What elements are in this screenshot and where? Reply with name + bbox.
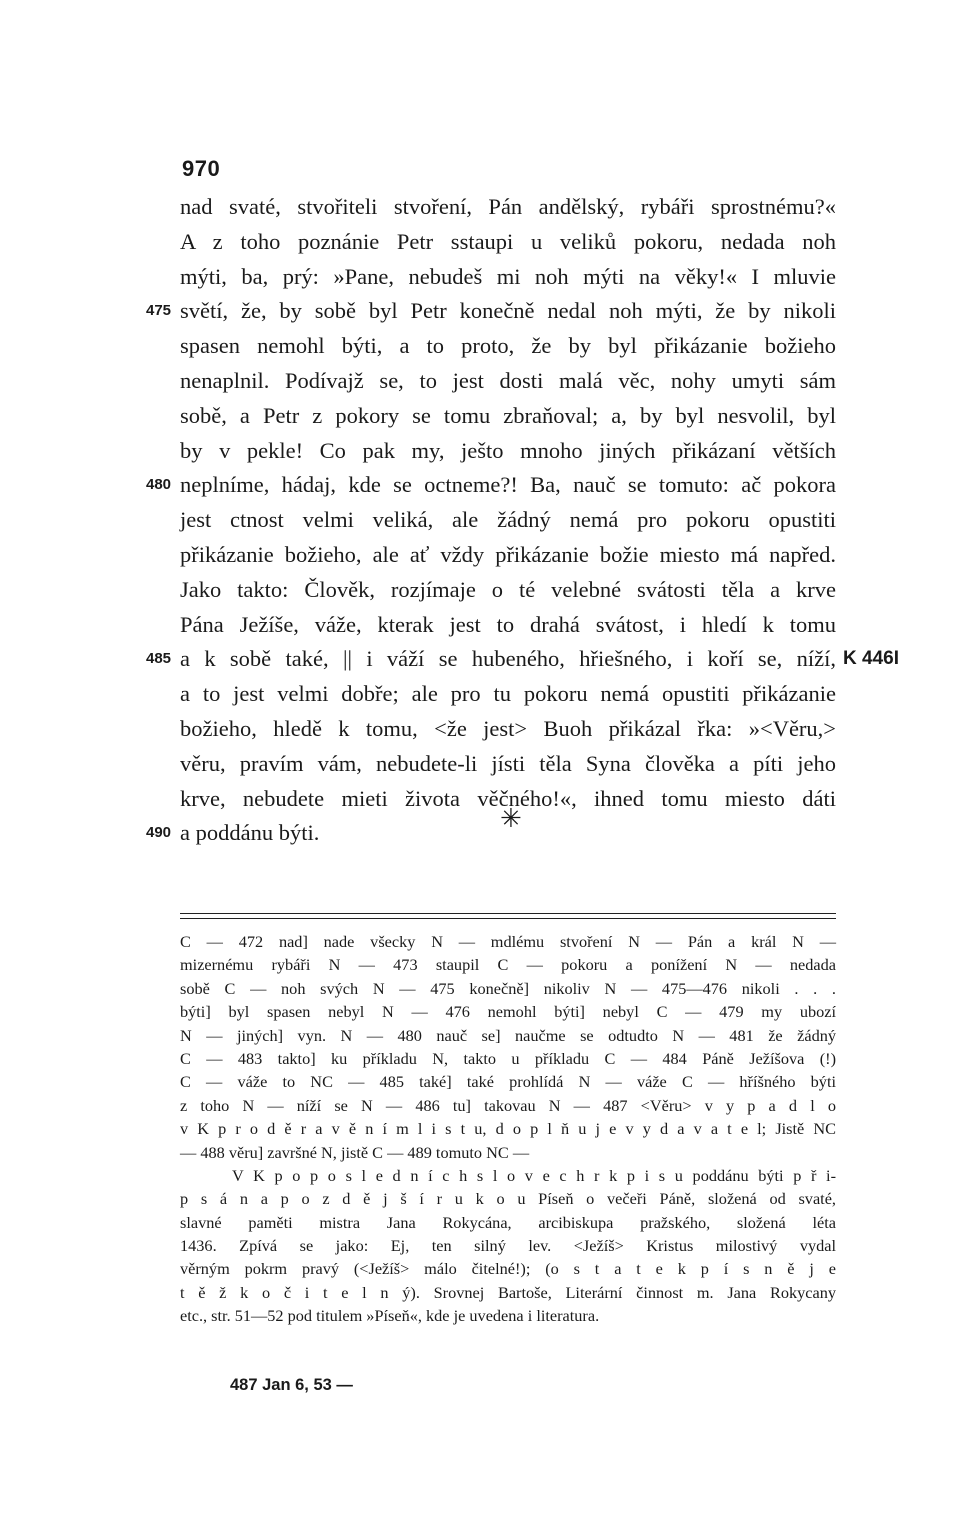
note-line: p s á n a p o z d ě j š í r u k o u Píseň o večeři Páně, složená od svaté, <box>180 1189 836 1209</box>
section-ornament: ✳ <box>500 804 522 834</box>
text-line <box>0 294 960 329</box>
line-number: 485 <box>146 650 172 668</box>
line-text: sobě, a Petr z pokory se tomu zbraňoval; a, by byl nesvolil, byl <box>180 402 836 428</box>
line-text: jest ctnost velmi veliká, ale žádný nemá pro pokoru opustiti <box>180 507 836 533</box>
text-line <box>0 190 960 225</box>
note-line: — 488 věru] završné N, jistě C — 489 tomuto NC — <box>180 1142 530 1162</box>
note-line: N — jiných] vyn. N — 480 nauč se] naučme se odtudto N — 481 že žádný <box>180 1025 836 1045</box>
line-text: by v pekle! Co pak my, ješto mnoho jiných přikázaní větších <box>180 437 836 463</box>
text-line <box>0 573 960 608</box>
line-text: neplníme, hádaj, kde se octneme?! Ba, nauč se tomuto: ač pokora <box>180 472 836 498</box>
catchword: 487 Jan 6, 53 — <box>230 1376 353 1394</box>
note-line: z toho N — níží se N — 486 tu] takovau N — 487 <Věru> v y p a d l o <box>180 1095 836 1115</box>
critical-apparatus <box>180 930 836 1328</box>
line-text: světí, že, by sobě byl Petr konečně nedal noh mýti, že by nikoli <box>180 298 836 324</box>
page-number: 970 <box>182 156 221 181</box>
note-line: C — váže to NC — 485 také] také prohlídá N — váže C — hříšného býti <box>180 1072 836 1092</box>
line-text: a to jest velmi dobře; ale pro tu pokoru nemá opustiti přikázanie <box>180 681 836 707</box>
line-number: 480 <box>146 476 172 494</box>
text-line <box>0 225 960 260</box>
footnote-rule <box>180 913 836 914</box>
line-text: A z toho poznánie Petr sstaupi u veliků pokoru, nedada noh <box>180 228 836 254</box>
text-line <box>0 677 960 712</box>
line-text: přikázanie božieho, ale ať vždy přikázanie božie miesto má napřed. <box>180 541 836 567</box>
line-text: mýti, ba, prý: »Pane, nebudeš mi noh mýti na věky!« I mluvie <box>180 263 836 289</box>
line-text: božieho, hledě k tomu, <že jest> Buoh přikázal řka: »<Věru,> <box>180 715 836 741</box>
note-line: v K p r o d ě r a v ě n í m l i s t u, d o p l ň u j e v y d a v a t e l; Jistě NC <box>180 1119 836 1139</box>
text-line <box>0 503 960 538</box>
line-text: nad svaté, stvořiteli stvoření, Pán andělský, rybáři sprostnému?« <box>180 194 836 219</box>
note-line: C — 472 nad] nade všecky N — mdlému stvoření N — Pán a král N — <box>180 932 836 951</box>
note-line: býti] byl spasen nebyl N — 476 nemohl býti] nebyl C — 479 my ubozí <box>180 1002 836 1022</box>
line-text: věru, pravím vám, nebudete-li jísti těla Syna člověka a píti jeho <box>180 750 836 776</box>
text-line <box>0 608 960 643</box>
note-line: etc., str. 51—52 pod titulem »Píseň«, kde je uvedena i literatura. <box>180 1306 600 1326</box>
text-line <box>0 816 960 851</box>
note-line: věrným pokrm pravý (<Ježíš> málo čitelné!); (o s t a t e k p í s n ě j e <box>180 1259 836 1279</box>
text-line <box>0 782 960 817</box>
note-line: t ě ž k o č i t e l n ý). Srovnej Bartoše, Literární činnost m. Jana Rokycany <box>180 1282 836 1302</box>
line-text: spasen nemohl býti, a to proto, že by byl přikázanie božieho <box>180 333 836 359</box>
text-line <box>0 399 960 434</box>
note-line: V K p o p o s l e d n í c h s l o v e c h r k p i s u poddánu býti p ř i- <box>232 1165 836 1185</box>
line-text: Pána Ježíše, váže, kterak jest to drahá svátost, i hledí k tomu <box>180 611 836 637</box>
note-line: C — 483 takto] ku příkladu N, takto u příkladu C — 484 Páně Ježíšova (!) <box>180 1048 836 1068</box>
note-line: sobě C — noh svých N — 475 konečně] nikoliv N — 475—476 nikoli . . . <box>180 978 836 998</box>
text-line <box>0 364 960 399</box>
note-line: slavné paměti mistra Jana Rokycána, arcibiskupa pražského, složená léta <box>180 1212 836 1232</box>
line-text: Jako takto: Člověk, rozjímaje o té velebné svátosti těla a krve <box>180 576 836 602</box>
line-text: krve, nebudete mieti života věčného!«, ihned tomu miesto dáti <box>180 785 836 811</box>
note-line: 1436. Zpívá se jako: Ej, ten silný lev. <Ježíš> Kristus milostivý vydal <box>180 1236 836 1256</box>
footnote-rule-second <box>180 918 836 919</box>
text-line <box>0 538 960 573</box>
text-line <box>0 260 960 295</box>
line-text: a k sobě také, || i váží se hubeného, hřiešného, i koří se, níží, <box>180 646 836 672</box>
manuscript-reference: K 446I <box>843 648 899 670</box>
text-line <box>0 434 960 469</box>
text-line <box>0 747 960 782</box>
text-line <box>0 468 960 503</box>
text-line <box>0 712 960 747</box>
text-line <box>0 642 960 677</box>
line-number: 475 <box>146 302 172 320</box>
line-text: nenaplnil. Podívajž se, to jest dosti malá věc, nohy umyti sám <box>180 367 836 393</box>
line-number: 490 <box>146 824 172 842</box>
note-line: mizernému rybáři N — 473 staupil C — pokoru a ponížení N — nedada <box>180 955 836 975</box>
main-text <box>0 190 960 851</box>
text-line <box>0 329 960 364</box>
line-text: a poddánu býti. <box>180 820 320 846</box>
